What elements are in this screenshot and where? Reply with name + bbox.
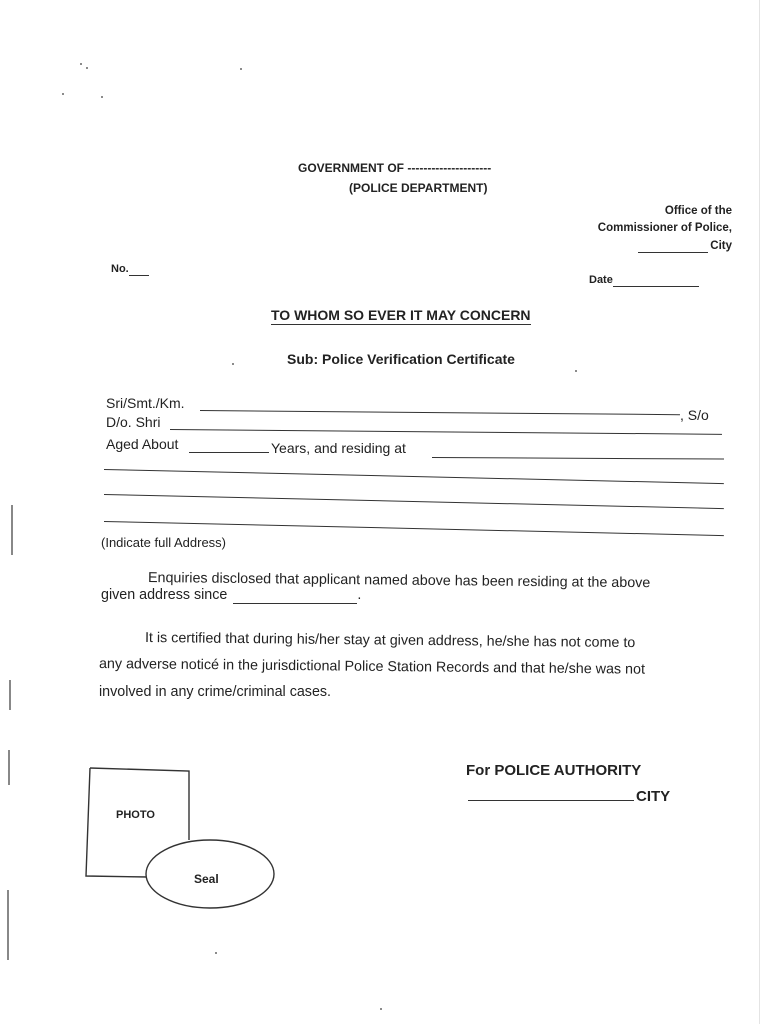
office-line-3: City [710, 240, 732, 252]
aged-label: Aged About [106, 436, 179, 452]
scan-speck [232, 363, 234, 365]
paragraph1-line1: Enquiries disclosed that applicant named above has been residing at the above [147, 570, 651, 592]
address-note: (Indicate full Address) [101, 535, 227, 550]
authority-city-blank [468, 800, 634, 801]
scan-edge-mark [9, 680, 11, 710]
office-city-line [638, 240, 732, 253]
scan-speck [240, 68, 242, 70]
name-blank [200, 410, 680, 415]
ref-no-blank [129, 263, 149, 276]
paragraph2-line2: any adverse noticé in the jurisdictional Police Station Records and that he/she was not [98, 656, 646, 678]
ref-no-label: No. [111, 263, 129, 275]
police-authority-label: For POLICE AUTHORITY [466, 762, 642, 779]
address-line-1 [104, 469, 724, 484]
age-blank [189, 452, 269, 453]
date-blank [613, 274, 699, 287]
ref-no [111, 263, 149, 276]
since-label: given address since [101, 587, 228, 603]
scan-speck [101, 96, 103, 98]
photo-label: PHOTO [116, 809, 155, 821]
scan-speck [80, 63, 82, 65]
photo-box-outline-top [90, 768, 189, 840]
years-residing-label: Years, and residing at [271, 440, 406, 456]
paragraph2-line1: It is certified that during his/her stay at given address, he/she has not come to [144, 630, 636, 652]
city-blank [638, 240, 708, 253]
scan-speck [380, 1008, 382, 1010]
date-label: Date [589, 274, 613, 286]
department-heading: (POLICE DEPARTMENT) [349, 181, 488, 195]
certificate-subject: Sub: Police Verification Certificate [287, 351, 515, 367]
scan-edge-mark [8, 750, 10, 785]
address-line-3 [104, 521, 724, 536]
certificate-title: TO WHOM SO EVER IT MAY CONCERN [271, 307, 531, 323]
date-field [589, 274, 699, 287]
do-label: D/o. Shri [106, 414, 161, 430]
name-label: Sri/Smt./Km. [106, 395, 185, 411]
scan-speck [62, 93, 64, 95]
scan-speck [86, 67, 88, 69]
photo-box-outline-bottom [86, 768, 148, 877]
office-line-1: Office of the [664, 205, 732, 217]
do-blank [170, 429, 722, 435]
seal-label: Seal [194, 872, 219, 886]
so-label: , S/o [680, 407, 709, 423]
residing-blank [432, 457, 724, 460]
paragraph1-line2: given address since . [101, 587, 362, 603]
scan-page-edge [759, 0, 760, 1024]
scan-speck [215, 952, 217, 954]
scan-speck [575, 370, 577, 372]
since-blank [233, 587, 357, 604]
paragraph2-line3: involved in any crime/criminal cases. [99, 684, 332, 700]
government-of-heading: GOVERNMENT OF --------------------- [298, 161, 492, 175]
address-line-2 [104, 494, 724, 509]
office-line-2: Commissioner of Police, [597, 222, 732, 234]
scan-edge-mark [7, 890, 9, 960]
scan-edge-mark [11, 505, 13, 555]
photo-seal-graphic [80, 760, 290, 920]
authority-city: CITY [636, 788, 671, 805]
